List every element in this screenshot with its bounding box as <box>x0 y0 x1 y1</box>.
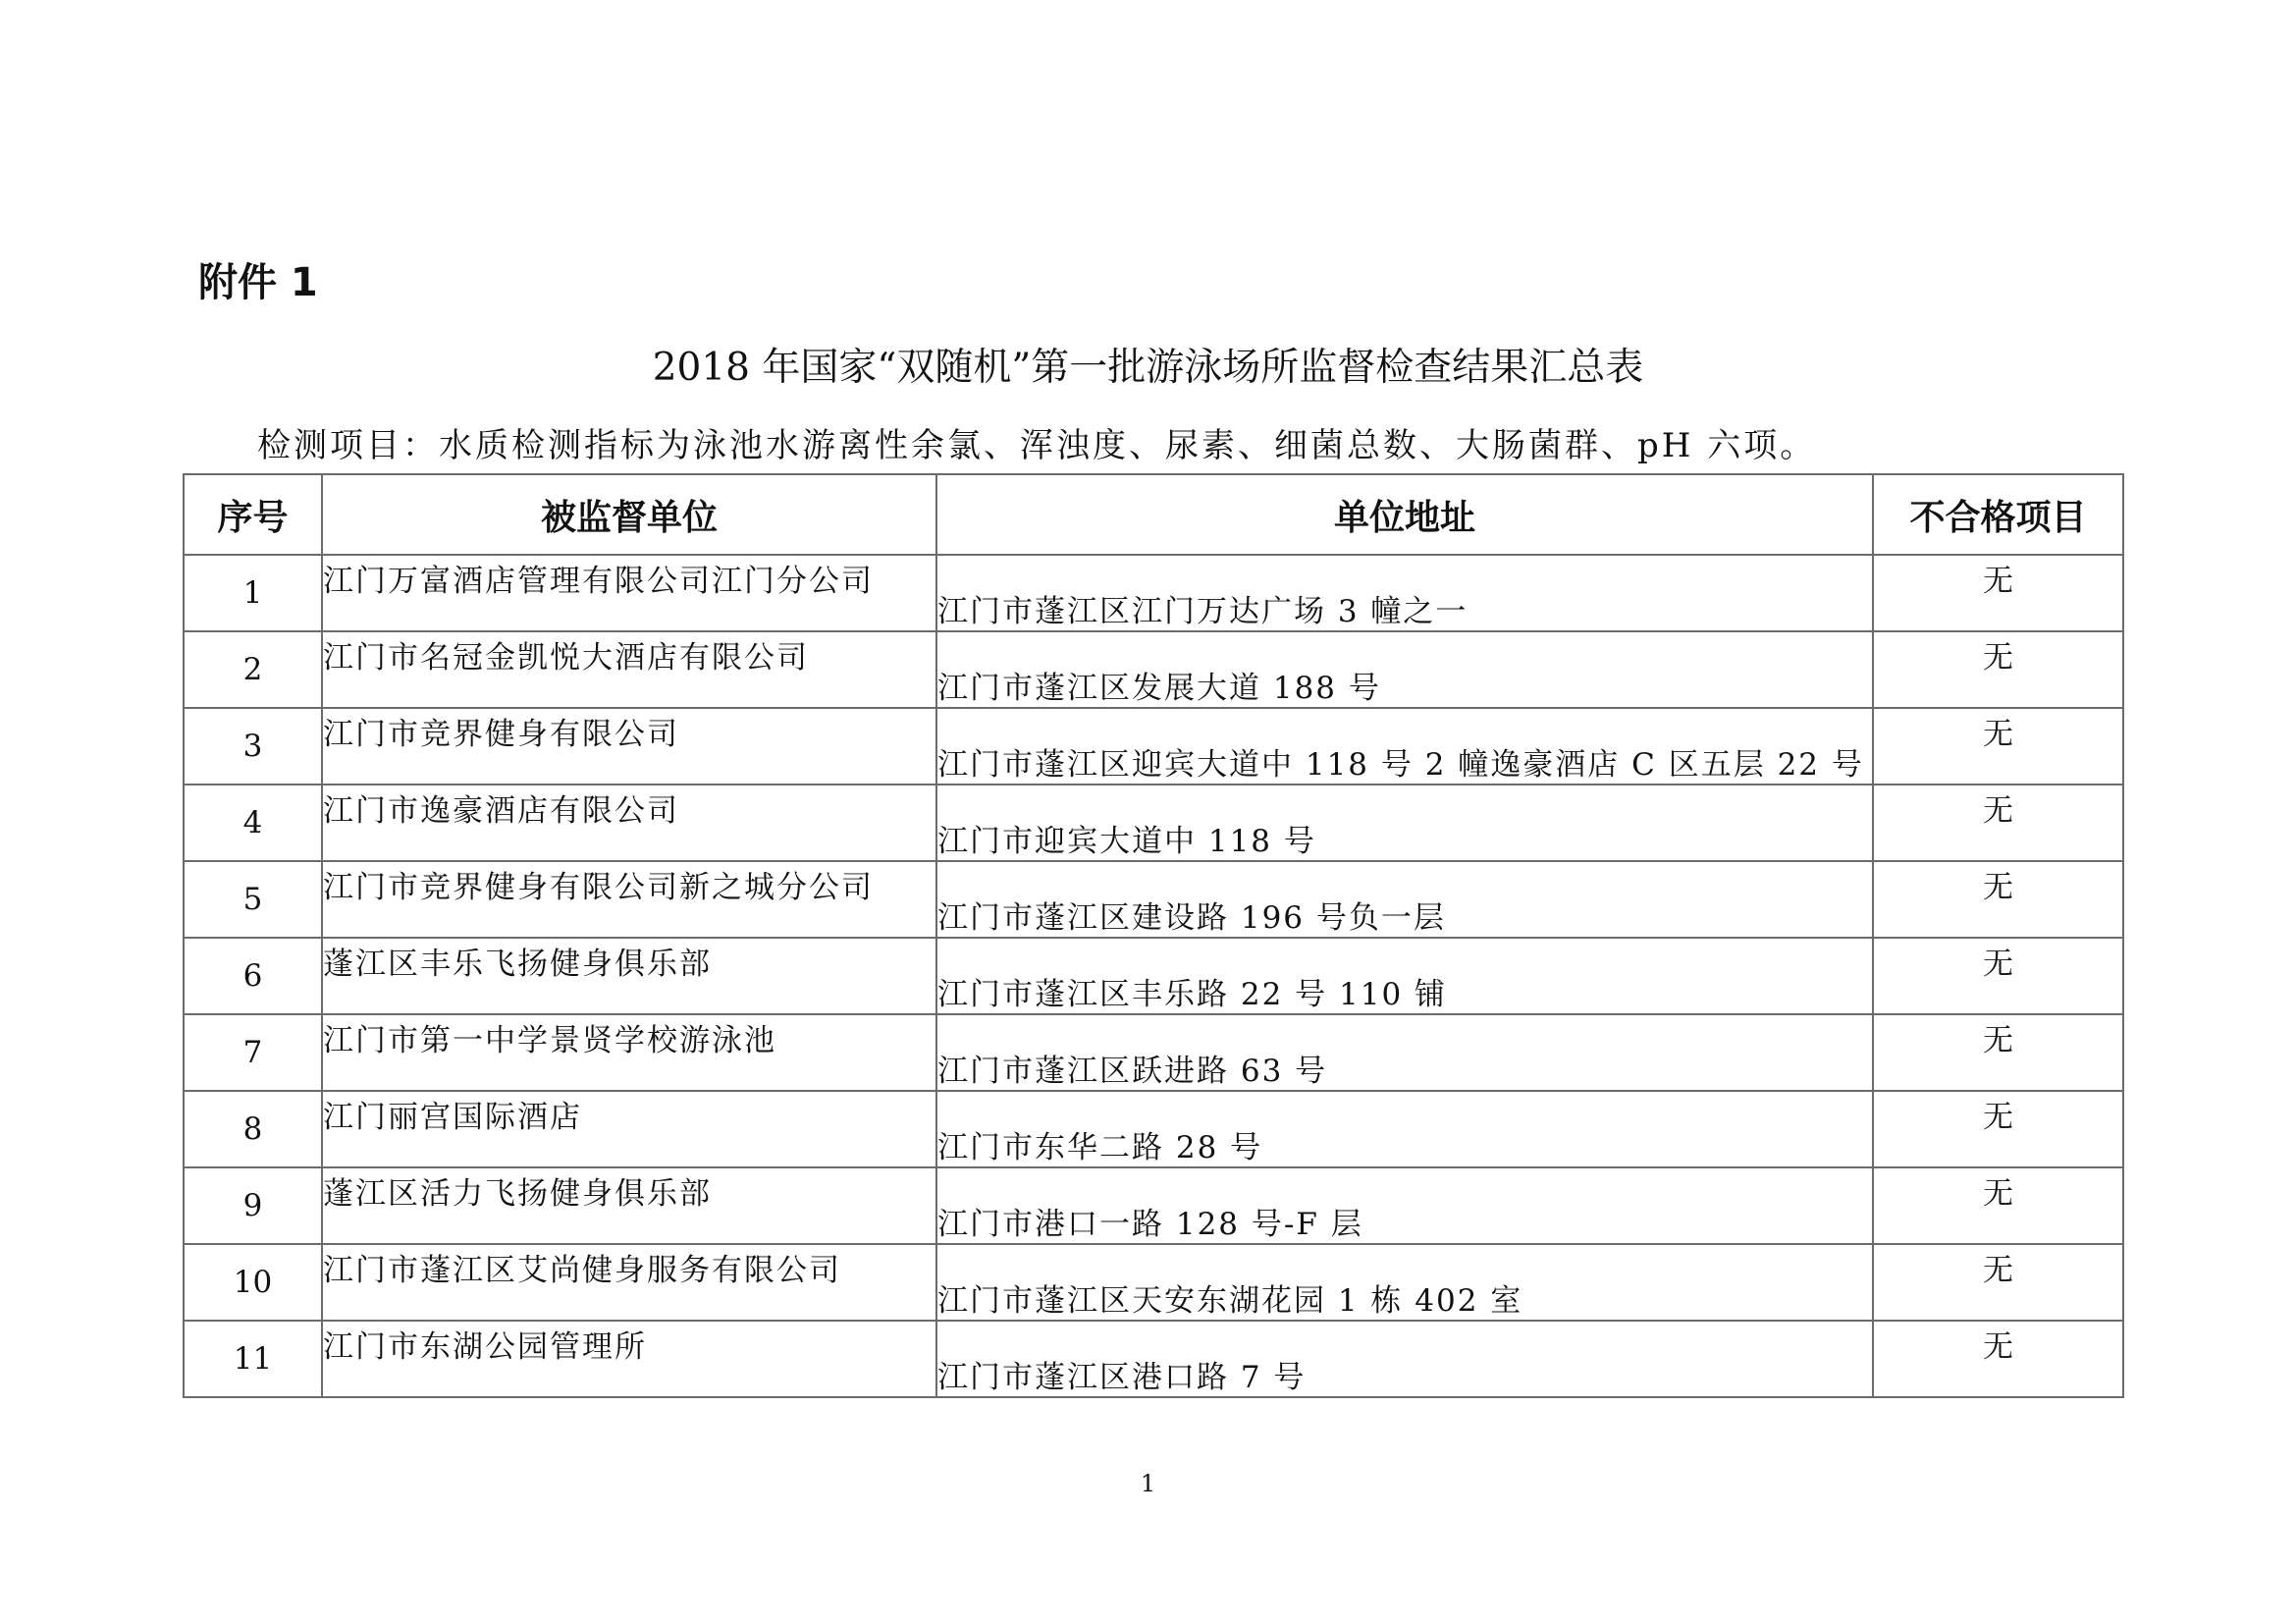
serial-number-cell: 7 <box>184 1014 322 1091</box>
table-row <box>184 1091 2123 1167</box>
address-cell: 江门市蓬江区天安东湖花园 1 栋 402 室 <box>936 1244 1873 1321</box>
failed-items-cell: 无 <box>1873 1167 2123 1244</box>
table-row <box>184 1321 2123 1397</box>
header-failed-items: 不合格项目 <box>1873 474 2123 555</box>
address-cell: 江门市蓬江区江门万达广场 3 幢之一 <box>936 555 1873 631</box>
page-title: 2018 年国家“双随机”第一批游泳场所监督检查结果汇总表 <box>652 346 1644 390</box>
unit-name-cell: 江门市蓬江区艾尚健身服务有限公司 <box>322 1244 936 1321</box>
failed-items-cell: 无 <box>1873 708 2123 785</box>
inspection-items-note: 检测项目：水质检测指标为泳池水游离性余氯、浑浊度、尿素、细菌总数、大肠菌群、pH 六项。 <box>257 426 1817 465</box>
page-number: 1 <box>1140 1470 1156 1497</box>
address-cell: 江门市东华二路 28 号 <box>936 1091 1873 1167</box>
failed-items-cell: 无 <box>1873 1014 2123 1091</box>
unit-name-cell: 江门市东湖公园管理所 <box>322 1321 936 1397</box>
unit-name-cell: 蓬江区活力飞扬健身俱乐部 <box>322 1167 936 1244</box>
unit-name-cell: 江门市竞界健身有限公司新之城分公司 <box>322 861 936 938</box>
serial-number-cell: 8 <box>184 1091 322 1167</box>
failed-items-cell: 无 <box>1873 1244 2123 1321</box>
table-body <box>184 555 2123 1397</box>
failed-items-cell: 无 <box>1873 1321 2123 1397</box>
address-cell: 江门市蓬江区建设路 196 号负一层 <box>936 861 1873 938</box>
table-header-row <box>184 474 2123 555</box>
failed-items-cell: 无 <box>1873 1091 2123 1167</box>
serial-number-cell: 3 <box>184 708 322 785</box>
unit-name-cell: 江门市名冠金凯悦大酒店有限公司 <box>322 631 936 708</box>
address-cell: 江门市迎宾大道中 118 号 <box>936 785 1873 861</box>
unit-name-cell: 江门市竞界健身有限公司 <box>322 708 936 785</box>
serial-number-cell: 9 <box>184 1167 322 1244</box>
failed-items-cell: 无 <box>1873 938 2123 1014</box>
table-row <box>184 1014 2123 1091</box>
header-serial-number: 序号 <box>184 474 322 555</box>
failed-items-cell: 无 <box>1873 555 2123 631</box>
serial-number-cell: 2 <box>184 631 322 708</box>
failed-items-cell: 无 <box>1873 785 2123 861</box>
table-row <box>184 555 2123 631</box>
serial-number-cell: 1 <box>184 555 322 631</box>
serial-number-cell: 11 <box>184 1321 322 1397</box>
table-row <box>184 1244 2123 1321</box>
serial-number-cell: 5 <box>184 861 322 938</box>
failed-items-cell: 无 <box>1873 631 2123 708</box>
unit-name-cell: 江门万富酒店管理有限公司江门分公司 <box>322 555 936 631</box>
results-table <box>183 473 2124 1398</box>
serial-number-cell: 6 <box>184 938 322 1014</box>
header-supervised-unit: 被监督单位 <box>322 474 936 555</box>
header-unit-address: 单位地址 <box>936 474 1873 555</box>
attachment-label: 附件 1 <box>198 260 318 305</box>
table-row <box>184 861 2123 938</box>
table-row <box>184 785 2123 861</box>
unit-name-cell: 江门市第一中学景贤学校游泳池 <box>322 1014 936 1091</box>
serial-number-cell: 10 <box>184 1244 322 1321</box>
address-cell: 江门市蓬江区迎宾大道中 118 号 2 幢逸豪酒店 C 区五层 22 号 <box>936 708 1873 785</box>
table-row <box>184 631 2123 708</box>
unit-name-cell: 蓬江区丰乐飞扬健身俱乐部 <box>322 938 936 1014</box>
table-row <box>184 1167 2123 1244</box>
unit-name-cell: 江门市逸豪酒店有限公司 <box>322 785 936 861</box>
table-row <box>184 938 2123 1014</box>
unit-name-cell: 江门丽宫国际酒店 <box>322 1091 936 1167</box>
table-row <box>184 708 2123 785</box>
address-cell: 江门市蓬江区丰乐路 22 号 110 铺 <box>936 938 1873 1014</box>
address-cell: 江门市蓬江区发展大道 188 号 <box>936 631 1873 708</box>
address-cell: 江门市港口一路 128 号-F 层 <box>936 1167 1873 1244</box>
address-cell: 江门市蓬江区港口路 7 号 <box>936 1321 1873 1397</box>
failed-items-cell: 无 <box>1873 861 2123 938</box>
address-cell: 江门市蓬江区跃进路 63 号 <box>936 1014 1873 1091</box>
serial-number-cell: 4 <box>184 785 322 861</box>
